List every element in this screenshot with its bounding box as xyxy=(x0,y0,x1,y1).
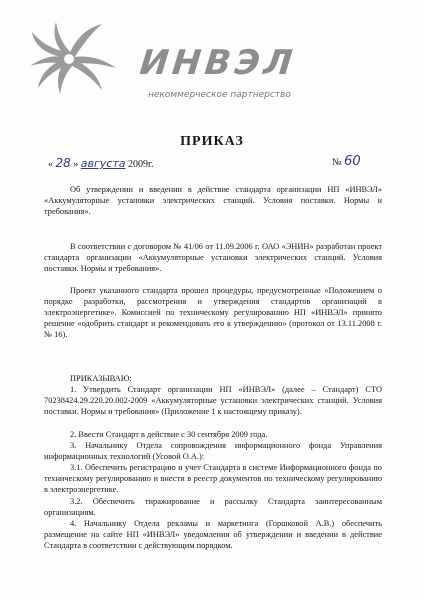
order-item-3-2: 3.2. Обеспечить тиражирование и рассылку Стандарта заинтересованным организациям. xyxy=(44,497,382,517)
order-date xyxy=(48,156,153,170)
logo-name: ИНВЭЛ xyxy=(137,43,299,83)
number-sign: № xyxy=(332,157,342,168)
date-year: 2009 xyxy=(128,159,148,170)
order-item-3: 3. Начальнику Отдела сопровождения информационного фонда Управления информационных технологий (Усовой О.А.): xyxy=(44,441,382,461)
date-close-quote: » xyxy=(73,159,79,170)
order-word: ПРИКАЗЫВАЮ: xyxy=(70,374,132,383)
order-item-2: 2. Ввести Стандарт в действие с 30 сентября 2009 года. xyxy=(70,430,268,439)
logo-tagline: некоммерческое партнерство xyxy=(148,90,291,100)
paragraph-basis: В соответствии с договором № 41/06 от 11.09.2006 г. ОАО «ЭНИН» разработан проект стандарта организации «Аккумуляторные установки электрических станций. Условия поставки. Нормы и требования». xyxy=(44,242,382,273)
paragraph-project: Проект указанного стандарта прошел процедуры, предусмотренные «Положением о порядке разработки, рассмотрения и утверждения стандартов организаций в электроэнергетике». Комиссией по техническому регулированию НП «ИНВЭЛ» принято решение «одобрить стандарт и рекомендовать его к утверждению» (протокол от 13.11.2008 г. № 16). xyxy=(44,286,382,339)
date-open-quote: « xyxy=(48,159,53,170)
date-year-suffix: г. xyxy=(148,159,154,170)
order-item-4: 4. Начальнику Отдела рекламы и маркетинга (Горшковой А.В.) обеспечить размещение на сайте НП «ИНВЭЛ» уведомления об утверждении и введении в действие Стандарта в соответствии с действующим порядком. xyxy=(44,519,382,550)
document-title: ПРИКАЗ xyxy=(180,134,244,149)
order-number xyxy=(332,154,361,169)
order-item-1: 1. Утвердить Стандарт организации НП «ИНВЭЛ» (далее – Стандарт) СТО 70238424.29.220.20.002-2009 «Аккумуляторные установки электрических станций. Условия поставки. Нормы и требования» (Приложение 1 к настоящему приказу). xyxy=(44,385,382,416)
order-item-3-1: 3.1. Обеспечить регистрацию и учет Стандарта в системе Информационного фонда по техническому регулированию и внести в реестр документов по техническому регулированию в электроэнергетике. xyxy=(44,463,382,494)
order-subject: Об утверждении и введении в действие стандарта организации НП «ИНВЭЛ» «Аккумуляторные установки электрических станций. Условия поставки. Нормы и требования». xyxy=(44,185,382,216)
date-month: августа xyxy=(80,157,126,170)
company-logo xyxy=(28,18,328,98)
logo-swirl-icon xyxy=(28,18,148,98)
date-day: 28 xyxy=(55,156,71,170)
number-value: 60 xyxy=(344,154,361,169)
